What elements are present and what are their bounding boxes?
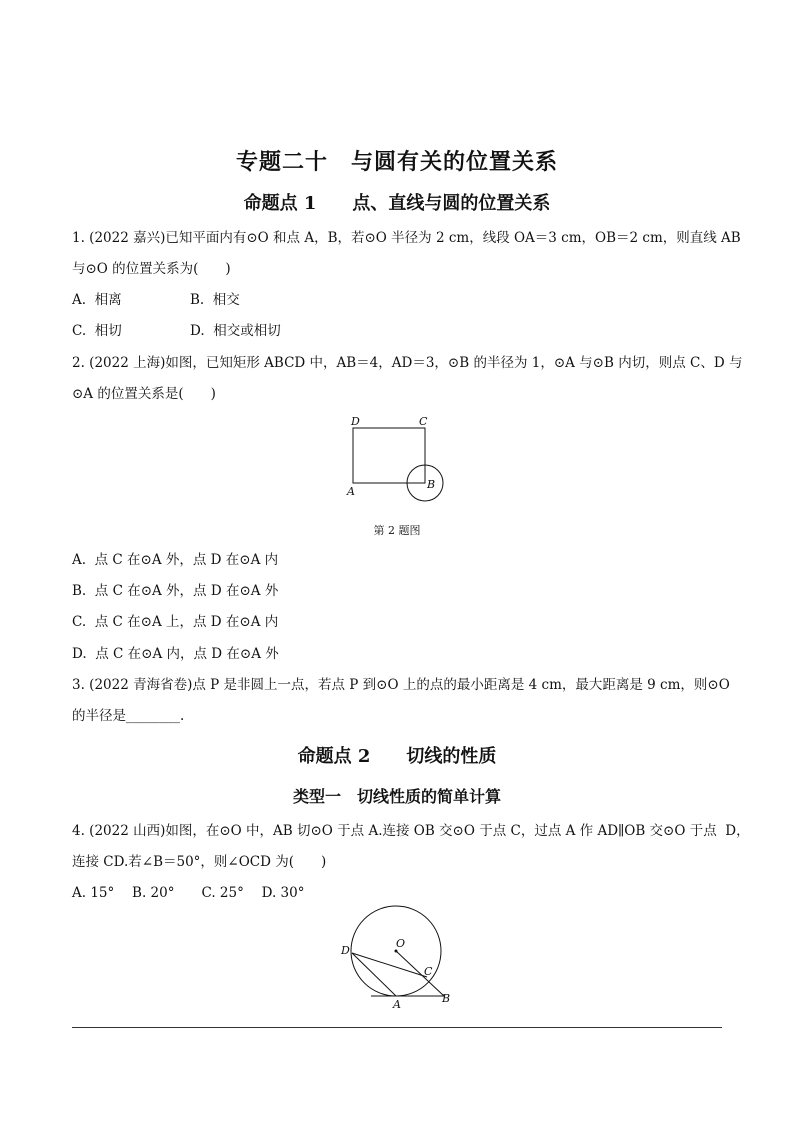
segment-dc (352, 953, 427, 977)
q4-stem-line1: 4. (2022 山西)如图，在⊙O 中，AB 切⊙O 于点 A.连接 OB 交⊙O 于点 C，过点 A 作 AD∥OB 交⊙O 于点 D， (72, 823, 750, 839)
section-heading-1: 命题点 1 点、直线与圆的位置关系 (243, 193, 551, 214)
q2-figure-caption: 第 2 题图 (373, 524, 421, 537)
page-title: 专题二十 与圆有关的位置关系 (235, 149, 558, 175)
label-b: B (427, 478, 436, 491)
q2-figure (340, 410, 455, 505)
q3-stem-line2: 的半径是________. (72, 708, 185, 724)
label-a: A (347, 485, 355, 498)
label-d: D (351, 415, 360, 428)
segment-da (352, 953, 396, 996)
q2-option-b: B. 点 C 在⊙A 外，点 D 在⊙A 外 (72, 583, 279, 599)
q2-option-d: D. 点 C 在⊙A 内，点 D 在⊙A 外 (72, 646, 279, 662)
q4-options: A. 15° B. 20° C. 25° D. 30° (72, 885, 305, 901)
section-subheading: 类型一 切线性质的简单计算 (292, 787, 501, 806)
q4-figure (338, 905, 458, 1013)
q4-stem-line2: 连接 CD.若∠B＝50°，则∠OCD 为( ) (72, 854, 327, 870)
q2-option-a: A. 点 C 在⊙A 外，点 D 在⊙A 内 (72, 552, 279, 568)
label-b: B (442, 992, 451, 1005)
q1-stem-line2: 与⊙O 的位置关系为( ) (72, 261, 231, 277)
section-heading-2: 命题点 2 切线的性质 (297, 746, 497, 767)
q3-stem-line1: 3. (2022 青海省卷)点 P 是非圆上一点，若点 P 到⊙O 上的点的最小距离是 4 cm，最大距离是 9 cm，则⊙O (72, 677, 730, 693)
label-o: O (396, 937, 406, 950)
q1-option-a: A. 相离 (72, 292, 122, 308)
label-c: C (419, 415, 428, 428)
footer-rule (72, 1027, 722, 1028)
q1-stem-line1: 1. (2022 嘉兴)已知平面内有⊙O 和点 A，B，若⊙O 半径为 2 cm，线段 OA＝3 cm，OB＝2 cm，则直线 AB (72, 230, 741, 246)
label-d: D (341, 944, 350, 957)
q2-option-c: C. 点 C 在⊙A 上，点 D 在⊙A 内 (72, 614, 279, 630)
q1-option-d: D. 相交或相切 (190, 323, 281, 339)
q1-option-b: B. 相交 (190, 292, 240, 308)
rectangle-abcd (353, 428, 425, 483)
q2-stem-line1: 2. (2022 上海)如图，已知矩形 ABCD 中，AB＝4，AD＝3，⊙B 的半径为 1，⊙A 与⊙B 内切，则点 C、D 与 (72, 355, 743, 371)
label-c: C (424, 965, 433, 978)
label-a: A (393, 998, 401, 1011)
q1-option-c: C. 相切 (72, 323, 122, 339)
q2-stem-line2: ⊙A 的位置关系是( ) (72, 386, 216, 402)
